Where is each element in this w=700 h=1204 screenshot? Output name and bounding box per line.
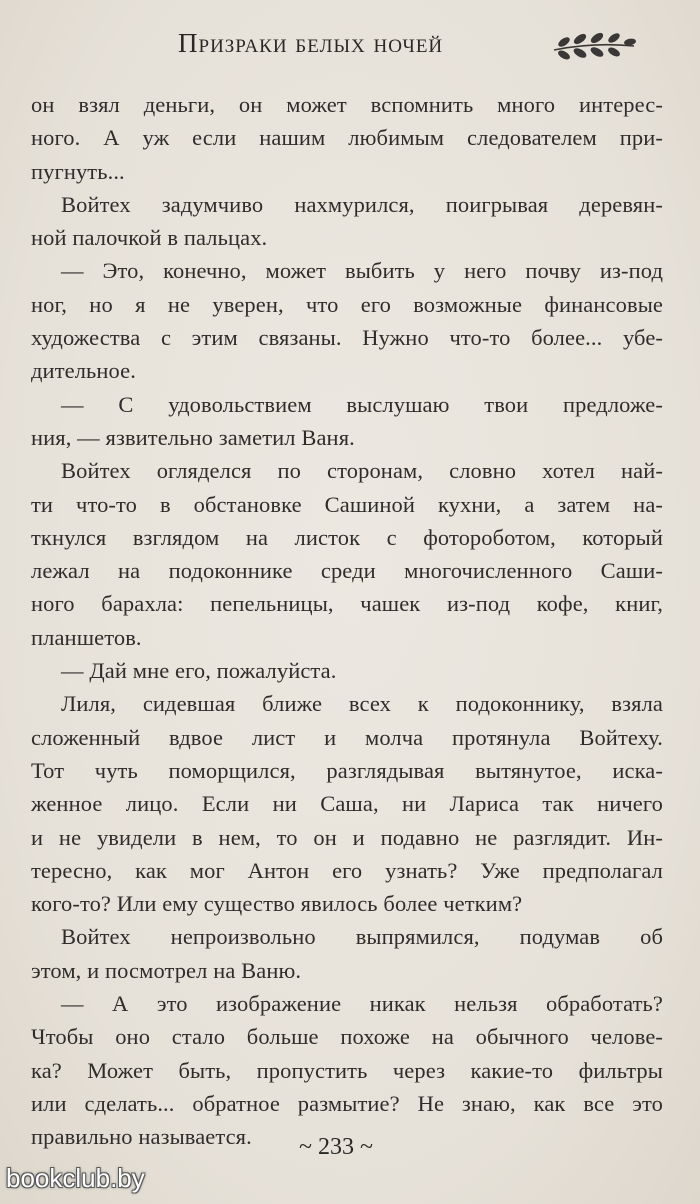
text-line: ти что-то в обстановке Сашиной кухни, а затем на-: [31, 491, 663, 517]
text-line: художества с этим связаны. Нужно что-то более... убе-: [31, 325, 663, 351]
text-line: ной палочкой в пальцах.: [31, 225, 268, 251]
text-line: Войтех огляделся по сторонам, словно хотел най-: [61, 458, 663, 484]
text-line: ного барахла: пепельницы, чашек из-под кофе, книг,: [31, 591, 663, 617]
text-line: — Дай мне его, пожалуйста.: [61, 658, 337, 684]
text-line: — С удовольствием выслушаю твои предложе-: [61, 391, 663, 417]
text-line: сложенный вдвое лист и молча протянула Войтеху.: [31, 724, 663, 750]
text-line: и не увидели в нем, то он и подавно не разглядит. Ин-: [31, 824, 663, 850]
text-line: ткнулся взглядом на листок с фотороботом, который: [31, 524, 663, 550]
text-line: ног, но я не уверен, что его возможные финансовые: [31, 291, 663, 317]
text-line: Войтех непроизвольно выпрямился, подумав об: [61, 924, 663, 950]
running-header-title: Призраки белых ночей: [178, 28, 444, 58]
text-line: Войтех задумчиво нахмурился, поигрывая деревян-: [61, 191, 663, 217]
text-line: женное лицо. Если ни Саша, ни Лариса так ничего: [31, 791, 663, 817]
text-line: или сделать... обратное размытие? Не знаю, как все это: [31, 1090, 663, 1116]
text-line: тересно, как мог Антон его узнать? Уже предполагал: [31, 857, 663, 883]
text-line: Лиля, сидевшая ближе всех к подоконнику, взяла: [61, 691, 663, 717]
leaf-branch-ornament-icon: [548, 28, 638, 64]
text-line: ка? Может быть, пропустить через какие-то фильтры: [31, 1057, 663, 1083]
text-line: планшетов.: [31, 624, 142, 650]
text-line: пугнуть...: [31, 158, 125, 184]
text-line: Тот чуть поморщился, разглядывая вытянутое, иска-: [31, 757, 663, 783]
text-line: дительное.: [31, 358, 136, 384]
running-header: [0, 22, 700, 66]
body-text: [31, 88, 663, 1154]
watermark-logo: bookclub.by: [6, 1163, 145, 1193]
text-line: кого-то? Или ему существо явилось более четким?: [31, 891, 523, 917]
text-line: ния, — язвительно заметил Ваня.: [31, 424, 355, 450]
text-line: лежал на подоконнике среди многочисленного Саши-: [31, 558, 663, 584]
text-line: — А это изображение никак нельзя обработать?: [61, 991, 663, 1017]
text-line: он взял деньги, он может вспомнить много интерес-: [31, 92, 663, 117]
text-line: этом, и посмотрел на Ваню.: [31, 957, 302, 983]
text-line: правильно называется.: [31, 1124, 252, 1150]
text-line: ного. А уж если нашим любимым следователем при-: [31, 125, 663, 151]
page-number: ~ 233 ~: [299, 1134, 373, 1160]
text-line: — Это, конечно, может выбить у него почву из-под: [61, 258, 663, 284]
text-line: Чтобы оно стало больше похоже на обычного челове-: [31, 1024, 663, 1050]
